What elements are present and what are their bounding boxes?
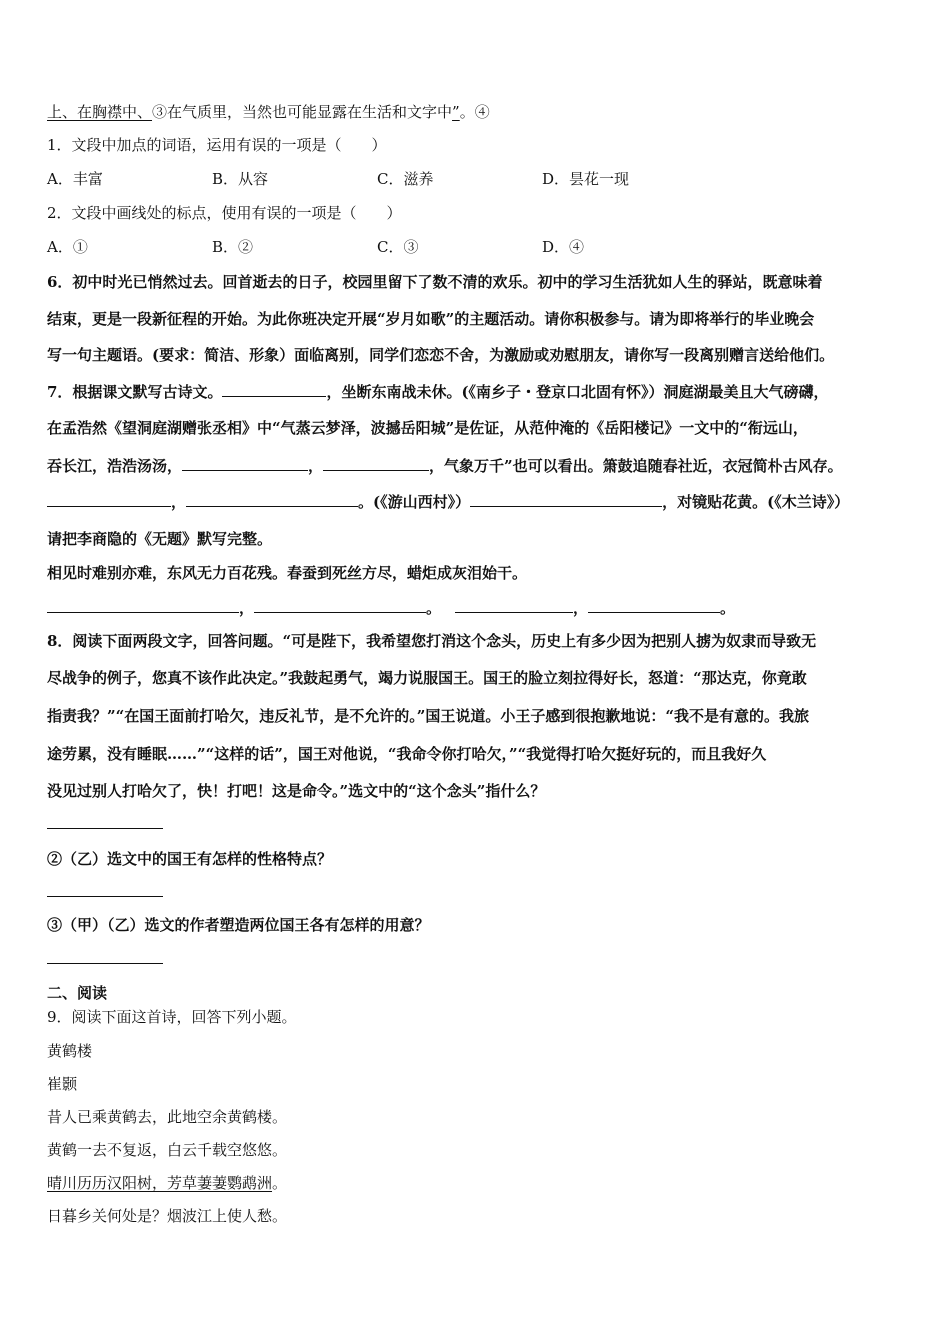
q7-line-4: ， 。(《游山西村》） ，对镜贴花黄。(《木兰诗》）: [47, 490, 849, 513]
q2-option-d: D．④: [542, 238, 585, 256]
poem-title: 黄鹤楼: [47, 1042, 93, 1060]
underlined-text: 上、在胸襟中、: [47, 103, 153, 121]
q1-options: [47, 168, 897, 190]
q7-line-2: 在孟浩然《望洞庭湖赠张丞相》中“气蒸云梦泽，波撼岳阳城”是佐证，从范仲淹的《岳阳楼记》一文中的“衔远山，: [47, 419, 808, 437]
poem-author: 崔颢: [47, 1075, 78, 1093]
answer-blank[interactable]: [222, 380, 326, 397]
underlined-text: 晴川历历汉阳树，芳草萋萋鹦鹉洲: [47, 1174, 273, 1192]
q1-option-c: C．滋养: [377, 170, 434, 188]
underlined-punctuation: ”: [452, 103, 460, 121]
q8-line-3: 指责我？”“在国王面前打哈欠，违反礼节，是不允许的。”国王说道。小王子感到很抱歉地说：“我不是有意的。我旅: [47, 707, 810, 725]
q6-line-2: 结束，更是一段新征程的开始。为此你班决定开展“岁月如歌”的主题活动。请你积极参与。请为即将举行的毕业晚会: [47, 310, 815, 328]
q8-line-4: 途劳累，没有睡眠……”“这样的话”，国王对他说，“我命令你打哈欠，”“我觉得打哈欠挺好玩的，而且我好久: [47, 745, 767, 763]
poem-line-4: 日暮乡关何处是？烟波江上使人愁。: [47, 1207, 288, 1225]
q9-stem: 9．阅读下面这首诗，回答下列小题。: [47, 1008, 297, 1026]
answer-line[interactable]: [47, 963, 163, 964]
q1-option-b: B．从容: [212, 170, 269, 188]
answer-blank[interactable]: [455, 596, 573, 613]
q7-line-3: 吞长江，浩浩汤汤， ， ，气象万千”也可以看出。箫鼓追随春社近，衣冠简朴古风存。: [47, 454, 843, 477]
answer-blank[interactable]: [323, 454, 429, 471]
q1-stem: 1．文段中加点的词语，运用有误的一项是（ ）: [47, 136, 387, 154]
q8-line-2: 尽战争的例子，您真不该作此决定。”我鼓起勇气，竭力说服国王。国王的脸立刻拉得好长，怒道：“那达克，你竟敢: [47, 669, 807, 687]
q8-sub-3: ③（甲）（乙）选文的作者塑造两位国王各有怎样的用意？: [47, 916, 430, 934]
q7-line-7: ， 。 ， 。: [47, 596, 735, 619]
q1-option-d: D．昙花一现: [542, 170, 630, 188]
q6-line-1: 6．初中时光已悄然过去。回首逝去的日子，校园里留下了数不清的欢乐。初中的学习生活犹如人生的驿站，既意味着: [47, 273, 823, 291]
answer-blank[interactable]: [47, 596, 239, 613]
answer-blank[interactable]: [254, 596, 426, 613]
q8-line-1: 8．阅读下面两段文字，回答问题。“可是陛下，我希望您打消这个念头，历史上有多少因为把别人掳为奴隶而导致无: [47, 632, 817, 650]
q2-option-b: B．②: [212, 238, 254, 256]
q2-option-a: A．①: [47, 238, 88, 256]
q8-line-5: 没见过别人打哈欠了，快！打吧！这是命令。”选文中的“这个念头”指什么？: [47, 782, 546, 800]
q7-line-1: 7．根据课文默写古诗文。 ，坐断东南战未休。(《南乡子・登京口北固有怀》）洞庭湖最美且大气磅礴，: [47, 380, 829, 403]
q2-option-c: C．③: [377, 238, 419, 256]
poem-line-3: 晴川历历汉阳树，芳草萋萋鹦鹉洲。: [47, 1174, 288, 1192]
section-heading: 二、阅读: [47, 984, 108, 1002]
poem-line-2: 黄鹤一去不复返，白云千载空悠悠。: [47, 1141, 288, 1159]
answer-blank[interactable]: [47, 490, 171, 507]
poem-line-1: 昔人已乘黄鹤去，此地空余黄鹤楼。: [47, 1108, 288, 1126]
q2-options: [47, 236, 897, 258]
q8-sub-2: ②（乙）选文中的国王有怎样的性格特点？: [47, 850, 333, 868]
answer-blank[interactable]: [182, 454, 308, 471]
q2-stem: 2．文段中画线处的标点，使用有误的一项是（ ）: [47, 204, 402, 222]
q7-line-6: 相见时难别亦难，东风无力百花残。春蚕到死丝方尽，蜡炬成灰泪始干。: [47, 564, 528, 582]
q1-option-a: A．丰富: [47, 170, 103, 188]
answer-blank[interactable]: [470, 490, 662, 507]
answer-blank[interactable]: [588, 596, 720, 613]
answer-line[interactable]: [47, 896, 163, 897]
passage-fragment: 上、在胸襟中、③在气质里，当然也可能显露在生活和文字中”。④: [47, 103, 490, 121]
q6-line-3: 写一句主题语。(要求：简洁、形象）面临离别，同学们恋恋不舍，为激励或劝慰朋友，请你写一段离别赠言送给他们。: [47, 346, 835, 364]
answer-line[interactable]: [47, 828, 163, 829]
answer-blank[interactable]: [186, 490, 358, 507]
q7-line-5: 请把李商隐的《无题》默写完整。: [47, 530, 273, 548]
